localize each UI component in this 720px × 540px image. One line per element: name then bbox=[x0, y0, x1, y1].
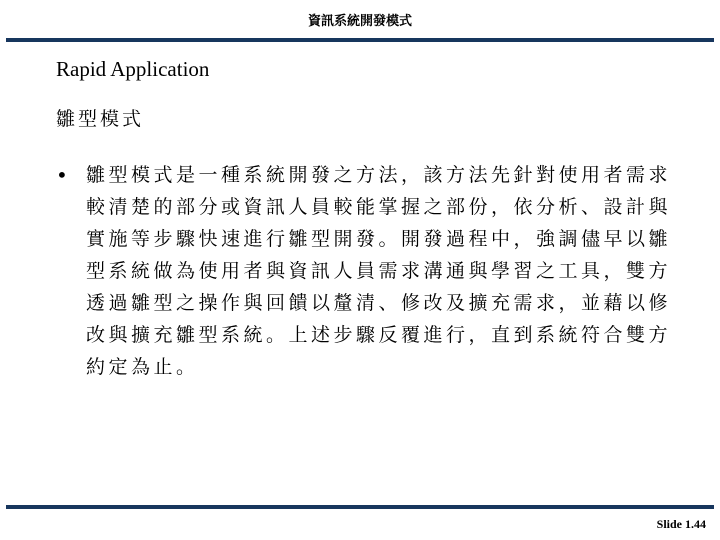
subtitle-chinese: 雛型模式 bbox=[56, 108, 145, 130]
header-divider bbox=[6, 38, 714, 42]
slide-number: Slide 1.44 bbox=[656, 517, 706, 531]
subtitle-english: Rapid Application bbox=[56, 57, 210, 81]
bullet-item bbox=[56, 159, 696, 383]
header-title: 資訊系統開發模式 bbox=[307, 14, 412, 29]
bullet-icon: • bbox=[56, 163, 68, 187]
footer-divider bbox=[6, 505, 714, 509]
bullet-text: 雛型模式是一種系統開發之方法，該方法先針對使用者需求較清楚的部分或資訊人員較能掌握之部份，依分析、設計與實施等步驟快速進行雛型開發。開發過程中，強調儘早以雛型系統做為使用者與資訊人員需求溝通與學習之工具，雙方透過雛型之操作與回饋以釐清、修改及擴充需求，並藉以修改與擴充雛型系統。上述步驟反覆進行，直到系統符合雙方約定為止。 bbox=[86, 164, 672, 378]
